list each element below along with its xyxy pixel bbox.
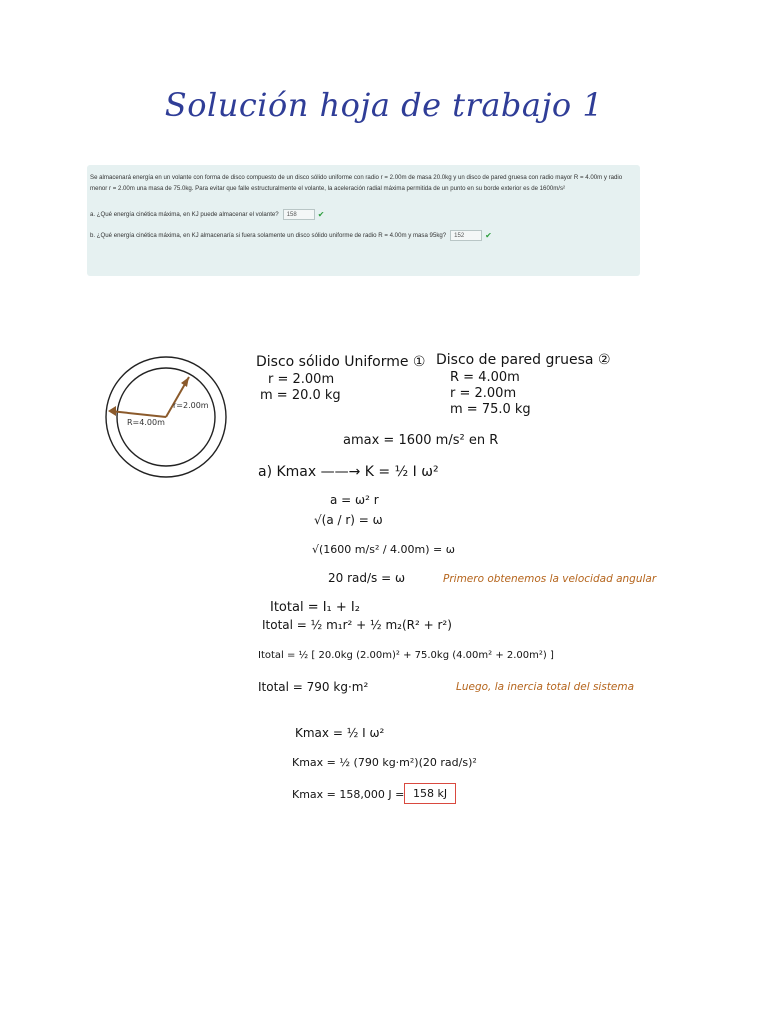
- amax-equation: amax = 1600 m/s² en R: [343, 433, 499, 448]
- eq-accel: a = ω² r: [330, 493, 379, 507]
- k-equation-1: Kmax = ½ I ω²: [295, 726, 385, 740]
- i-total-4: Itotal = 790 kg·m²: [258, 680, 369, 694]
- label-R: R=4.00m: [127, 418, 165, 427]
- note-total-inertia: Luego, la inercia total del sistema: [456, 681, 635, 693]
- question-a-text: a. ¿Qué energía cinética máxima, en KJ puede almacenar el volante?: [90, 211, 279, 218]
- answer-b-field[interactable]: 152: [450, 230, 482, 241]
- eq-sqrt-1: √(a / r) = ω: [314, 513, 383, 527]
- disk1-title: Disco sólido Uniforme ①: [256, 354, 426, 370]
- disk2-title: Disco de pared gruesa ②: [436, 352, 611, 368]
- check-icon: ✔: [317, 210, 325, 219]
- k-equation-2: Kmax = ½ (790 kg·m²)(20 rad/s)²: [292, 756, 477, 769]
- i-total-3: Itotal = ½ [ 20.0kg (2.00m)² + 75.0kg (4.00m² + 2.00m²) ]: [258, 650, 554, 661]
- eq-omega: 20 rad/s = ω: [328, 571, 406, 585]
- question-b: [90, 230, 492, 241]
- problem-statement: Se almacenará energía en un volante con forma de disco compuesto de un disco sólido uniforme con radio r = 2.00m de masa 20.0kg y un disco de pared gruesa con radio mayor R = 4.00m y radio menor r = 2.00m una masa de 75.0kg. Para evitar que falle estructuralmente el volante, la aceleración radial máxima permitida de un punto en su borde exterior es de 1600m/s²: [90, 174, 623, 192]
- disk1-mass: m = 20.0 kg: [260, 388, 341, 403]
- disk2-mass: m = 75.0 kg: [450, 402, 531, 417]
- page-title: Solución hoja de trabajo 1: [164, 86, 604, 124]
- note-angular-velocity: Primero obtenemos la velocidad angular: [443, 573, 657, 585]
- problem-panel: [87, 165, 640, 276]
- i-total-2: Itotal = ½ m₁r² + ½ m₂(R² + r²): [262, 618, 452, 632]
- check-icon: ✔: [485, 231, 492, 240]
- label-r: r=2.00m: [173, 401, 209, 410]
- eq-sqrt-2: √(1600 m/s² / 4.00m) = ω: [312, 543, 455, 556]
- answer-a-field[interactable]: 158: [283, 209, 315, 220]
- disk2-R: R = 4.00m: [450, 370, 520, 385]
- question-a: [90, 209, 324, 220]
- part-a-equation: a) Kmax ——→ K = ½ I ω²: [258, 464, 439, 480]
- question-b-text: b. ¿Qué energía cinética máxima, en KJ almacenaría si fuera solamente un disco sólido uniforme de radio R = 4.00m y masa 95kg?: [90, 232, 447, 239]
- radius-R-arrow: [110, 411, 166, 417]
- k-equation-3: Kmax = 158,000 J =: [292, 788, 405, 801]
- disk2-r: r = 2.00m: [450, 386, 517, 401]
- disk1-radius: r = 2.00m: [268, 372, 335, 387]
- disk-diagram: [105, 353, 235, 483]
- i-total-1: Itotal = I₁ + I₂: [270, 600, 360, 615]
- k-result-box: 158 kJ: [404, 783, 456, 804]
